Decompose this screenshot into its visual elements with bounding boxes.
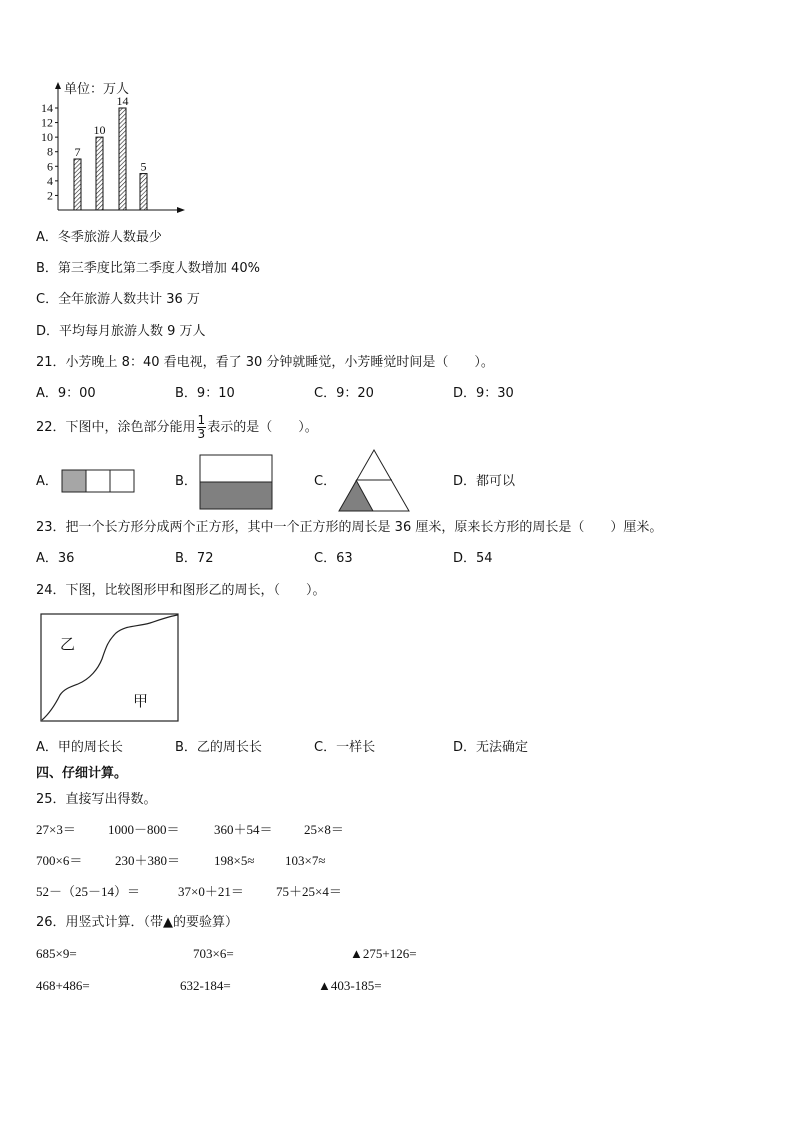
q26-expr: ▲275+126= xyxy=(350,946,417,961)
bar-data-label: 7 xyxy=(74,145,81,159)
x-axis-arrow xyxy=(177,207,185,213)
chart-unit-label: 单位：万人 xyxy=(64,82,130,97)
bar-data-label: 14 xyxy=(116,94,129,108)
q23-option-c: C．63 xyxy=(314,551,353,566)
q25-expr: 37×0＋21＝ xyxy=(178,884,244,899)
q21-option-c: C．9：20 xyxy=(314,386,374,401)
q22-label-c: C． xyxy=(314,474,337,489)
q25-expr: 52－（25－14）＝ xyxy=(36,884,141,899)
q23-option-a: A．36 xyxy=(36,551,75,566)
q21-option-b: B．9：10 xyxy=(175,386,235,401)
q26-expr: ▲403-185= xyxy=(318,978,382,993)
q22-stem-after: 表示的是（ ）。 xyxy=(207,420,318,435)
q23-stem: 23．把一个长方形分成两个正方形，其中一个正方形的周长是 36 厘米，原来长方形的周长是（ ）厘米。 xyxy=(36,520,663,535)
q24-option-d: D．无法确定 xyxy=(453,740,529,755)
y-tick-label: 4 xyxy=(47,173,53,188)
q24-figure-rectangle-divided xyxy=(40,613,180,723)
q20-option-d: D．平均每月旅游人数 9 万人 xyxy=(36,324,206,339)
y-tick-label: 8 xyxy=(47,144,53,159)
q26-expr: 685×9= xyxy=(36,946,77,961)
q24-option-a: A．甲的周长长 xyxy=(36,740,123,755)
q22-option-d: D．都可以 xyxy=(453,474,516,489)
q24-option-b: B．乙的周长长 xyxy=(175,740,262,755)
y-tick-label: 10 xyxy=(41,130,53,145)
q25-expr: 75＋25×4＝ xyxy=(276,884,342,899)
q25-expr: 360＋54＝ xyxy=(214,822,273,837)
q26-expr: 468+486= xyxy=(36,978,90,993)
q22-label-a: A． xyxy=(36,474,58,489)
bar xyxy=(119,108,126,210)
q22-stem xyxy=(36,410,318,446)
q20-option-c: C．全年旅游人数共计 36 万 xyxy=(36,292,200,307)
q24-stem: 24．下图，比较图形甲和图形乙的周长，（ ）。 xyxy=(36,583,326,598)
one-third-fraction xyxy=(197,414,207,441)
section-title: 四、仔细计算。 xyxy=(36,766,128,781)
q22-figure-b-rectangle xyxy=(199,454,273,510)
q22-figure-c-triangle xyxy=(338,449,410,513)
bar-data-label: 10 xyxy=(93,123,106,138)
q25-expr: 198×5≈ xyxy=(214,853,255,868)
q24-option-c: C．一样长 xyxy=(314,740,376,755)
q23-option-d: D．54 xyxy=(453,551,493,566)
q24-label-jia: 甲 xyxy=(133,692,149,710)
tourism-bar-chart xyxy=(40,80,240,230)
q22-label-b: B． xyxy=(175,474,197,489)
q25-expr: 230＋380＝ xyxy=(115,853,181,868)
bar xyxy=(140,174,147,210)
q21-option-d: D．9：30 xyxy=(453,386,514,401)
q24-label-yi: 乙 xyxy=(60,635,76,653)
bar xyxy=(96,137,103,210)
q26-expr: 632-184= xyxy=(180,978,231,993)
q25-expr: 700×6＝ xyxy=(36,853,83,868)
q22-stem-before: 22．下图中，涂色部分能用 xyxy=(36,420,196,435)
q23-option-b: B．72 xyxy=(175,551,214,566)
q25-expr: 27×3＝ xyxy=(36,822,76,837)
q21-stem: 21．小芳晚上 8：40 看电视，看了 30 分钟就睡觉，小芳睡觉时间是（ ）。 xyxy=(36,355,494,370)
q22-figure-a-three-squares xyxy=(61,469,135,493)
q25-expr: 103×7≈ xyxy=(285,853,326,868)
q25-stem: 25．直接写出得数。 xyxy=(36,792,157,807)
q26-expr: 703×6= xyxy=(193,946,234,961)
y-tick-label: 14 xyxy=(41,101,53,115)
q25-expr: 1000－800＝ xyxy=(108,822,180,837)
q25-expr: 25×8＝ xyxy=(304,822,344,837)
q20-option-a: A．冬季旅游人数最少 xyxy=(36,230,162,245)
fraction-denominator: 3 xyxy=(197,427,206,441)
bar-data-label: 5 xyxy=(140,159,147,174)
q21-option-a: A．9：00 xyxy=(36,386,96,401)
q20-option-b: B．第三季度比第二季度人数增加 40% xyxy=(36,261,260,276)
y-tick-label: 2 xyxy=(47,188,53,203)
q26-stem: 26．用竖式计算．（带▲的要验算） xyxy=(36,915,239,930)
fraction-numerator: 1 xyxy=(197,413,206,427)
bar xyxy=(74,159,81,210)
y-tick-label: 6 xyxy=(47,159,53,174)
y-axis-arrow xyxy=(55,82,61,89)
y-tick-label: 12 xyxy=(41,115,53,130)
